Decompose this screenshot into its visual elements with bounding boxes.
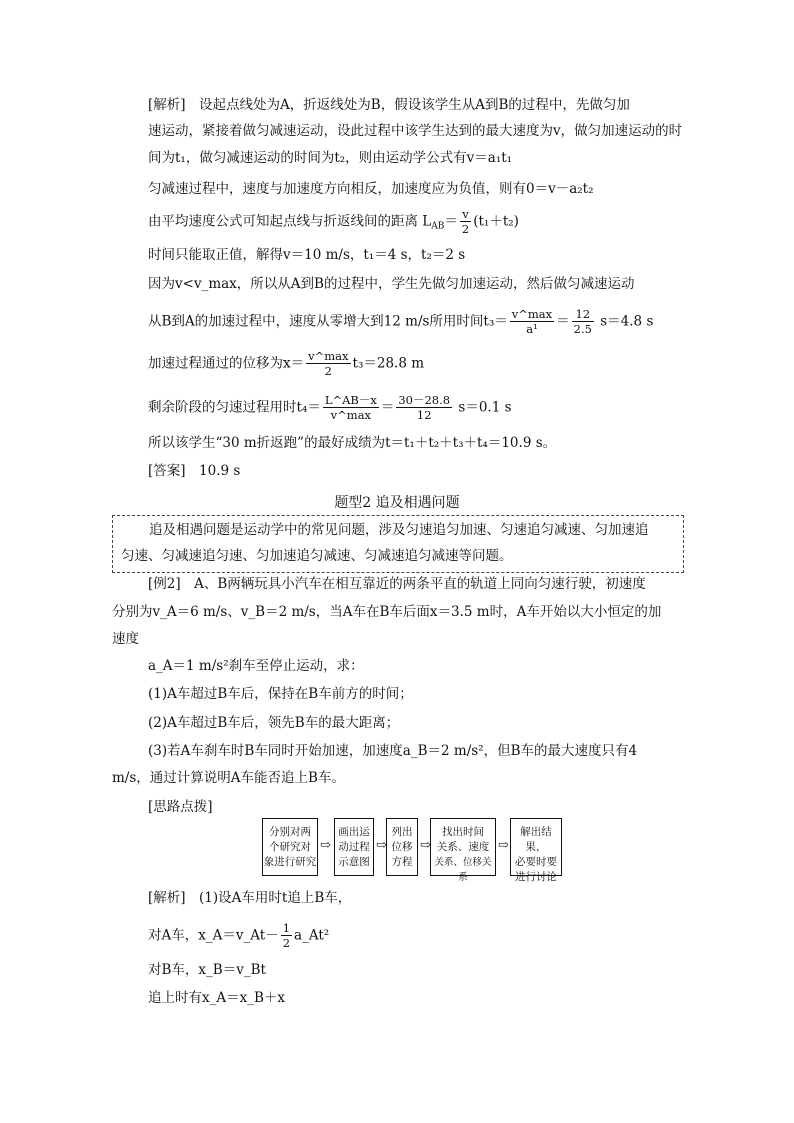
displacement-text: 加速过程通过的位移为x＝ [148, 355, 305, 372]
flow-step-text: 画出运 [338, 826, 370, 838]
time-sum-text: (t₁＋t₂) [473, 213, 519, 230]
section-title: 题型2 追及相遇问题 [334, 495, 460, 511]
example-line-1: [例2] A、B两辆玩具小汽车在相互靠近的两条平直的轨道上同向匀速行驶，初速度 [148, 576, 646, 592]
vmax-over-a-fraction [510, 308, 554, 336]
flow-step-text: 必要时要 [515, 856, 557, 868]
flow-step-2 [334, 818, 374, 876]
solution-line-6: 时间只能取正值，解得v＝10 m/s，t₁＝4 s，t₂＝2 s [148, 247, 466, 263]
numeric-fraction [396, 394, 452, 422]
solution2-line-3: 对B车，x_B＝v_Bt [148, 962, 266, 978]
fraction-denominator: a¹ [526, 322, 538, 336]
flow-step-text: 找出时间 [442, 826, 484, 838]
answer-line: [答案] 10.9 s [148, 463, 241, 479]
one-half-fraction [281, 922, 292, 950]
fraction-denominator: 2 [461, 222, 470, 236]
accel-time-result: s＝4.8 s [600, 313, 654, 330]
solution-line-3: 间为t₁，做匀减速运动的时间为t₂，则由运动学公式有v＝a₁t₁ [148, 150, 513, 166]
flow-arrow-icon: ⇨ [498, 838, 509, 853]
flow-step-5 [510, 818, 562, 883]
solution2-line-1: [解析] (1)设A车用时t追上B车， [148, 890, 352, 906]
flow-step-text: 进行讨论 [515, 871, 557, 883]
fraction-denominator: 12 [416, 408, 432, 422]
fraction-numerator: v^max [308, 349, 349, 363]
car-a-displacement-text: 对A车，x_A＝v_At－ [148, 927, 279, 944]
flow-step-text: 方程 [391, 856, 413, 868]
distance-text: 由平均速度公式可知起点线与折返线间的距离 L [148, 213, 432, 230]
summary-line-1: 追及相遇问题是运动学中的常见问题，涉及匀速追匀加速、匀速追匀减速、匀加速追 [149, 522, 649, 538]
summary-line-2: 匀速、匀减速追匀速、匀加速追匀减速、匀减速追匀减速等问题。 [121, 548, 513, 564]
fraction-denominator: v^max [330, 408, 372, 422]
fraction-numerator: L^AB－x [324, 393, 377, 407]
question-1: (1)A车超过B车后，保持在B车前方的时间； [148, 686, 413, 702]
fraction-denominator: 2.5 [573, 322, 592, 336]
fraction-numerator: v^max [511, 307, 553, 321]
solution-line-4: 匀减速过程中，速度与加速度方向相反，加速度应为负值，则有0＝v－a₂t₂ [148, 181, 594, 197]
fraction-denominator: 2 [282, 936, 291, 950]
solution2-line-2 [148, 922, 329, 950]
flow-step-text: 示意图 [338, 856, 370, 868]
uniform-time-result: s＝0.1 s [458, 399, 512, 416]
flow-step-text: 解出结果， [520, 826, 552, 853]
solution-line-5 [148, 208, 519, 237]
equals-sign: ＝ [444, 213, 458, 230]
vmax-half-fraction [306, 350, 350, 378]
velocity-half-fraction [460, 208, 471, 236]
flow-step-text: 位移 [391, 841, 413, 853]
fraction-numerator: 30－28.8 [398, 393, 451, 407]
flow-step-text: 列出 [391, 826, 413, 838]
flow-step-text: 关系、位移关系 [434, 857, 492, 883]
flow-arrow-icon: ⇨ [376, 838, 387, 853]
solution2-line-4: 追上时有x_A＝x_B＋x [148, 990, 286, 1006]
accel-time-text: 从B到A的加速过程中，速度从零增大到12 m/s所用时间t₃＝ [148, 313, 508, 330]
thinking-flowchart [262, 818, 562, 883]
example-line-4: a_A＝1 m/s²刹车至停止运动，求： [148, 658, 364, 674]
flow-step-1 [262, 818, 318, 876]
solution-line-9 [148, 350, 424, 378]
hint-label: [思路点拨] [148, 799, 213, 815]
flow-step-4 [430, 818, 496, 883]
example-line-3: 速度 [112, 631, 139, 647]
flow-arrow-icon: ⇨ [320, 838, 331, 853]
solution-line-10 [148, 394, 512, 422]
equals-sign: ＝ [380, 399, 395, 416]
fraction-numerator: 12 [572, 308, 594, 322]
flow-step-text: 分别对两 [269, 826, 311, 838]
solution-line-2: 速运动，紧接着做匀减速运动，设此过程中该学生达到的最大速度为v，做匀加速运动的时 [148, 123, 683, 139]
example-line-2: 分别为v_A＝6 m/s、v_B＝2 m/s，当A车在B车后面x＝3.5 m时，A车开始以大小恒定的加 [112, 604, 662, 620]
solution-line-8 [148, 308, 653, 336]
question-3-line-1: (3)若A车刹车时B车同时开始加速，加速度a_B＝2 m/s²，但B车的最大速度只有4 [148, 743, 638, 759]
solution-line-11: 所以该学生“30 m折返跑”的最好成绩为t＝t₁＋t₂＋t₃＋t₄＝10.9 s。 [148, 435, 557, 451]
fraction-denominator: 2 [324, 364, 332, 378]
remaining-distance-fraction [323, 394, 379, 422]
flow-step-text: 个研究对 [269, 841, 311, 853]
fraction-numerator: v [460, 208, 471, 222]
flow-step-text: 象进行研究 [263, 856, 317, 868]
flow-step-3 [386, 818, 418, 876]
question-2: (2)A车超过B车后，领先B车的最大距离； [148, 715, 400, 731]
flow-step-text: 关系、速度 [436, 841, 490, 853]
question-3-line-2: m/s，通过计算说明A车能否追上B车。 [112, 770, 345, 786]
flow-arrow-icon: ⇨ [420, 838, 431, 853]
uniform-time-text: 剩余阶段的匀速过程用时t₄＝ [148, 399, 321, 416]
equals-sign: ＝ [556, 313, 570, 330]
solution-line-1: [解析] 设起点线处为A，折返线处为B，假设该学生从A到B的过程中，先做匀加 [148, 97, 630, 113]
solution-line-7: 因为v<v_max，所以从A到B的过程中，学生先做匀加速运动，然后做匀减速运动 [148, 276, 635, 292]
twelve-over-fraction [572, 308, 594, 336]
distance-subscript: AB [431, 221, 445, 232]
fraction-numerator: 1 [282, 921, 291, 935]
car-a-accel-term: a_At² [294, 927, 330, 944]
flow-step-text: 动过程 [338, 841, 370, 853]
summary-box [112, 515, 684, 573]
displacement-result: t₃＝28.8 m [352, 355, 425, 372]
